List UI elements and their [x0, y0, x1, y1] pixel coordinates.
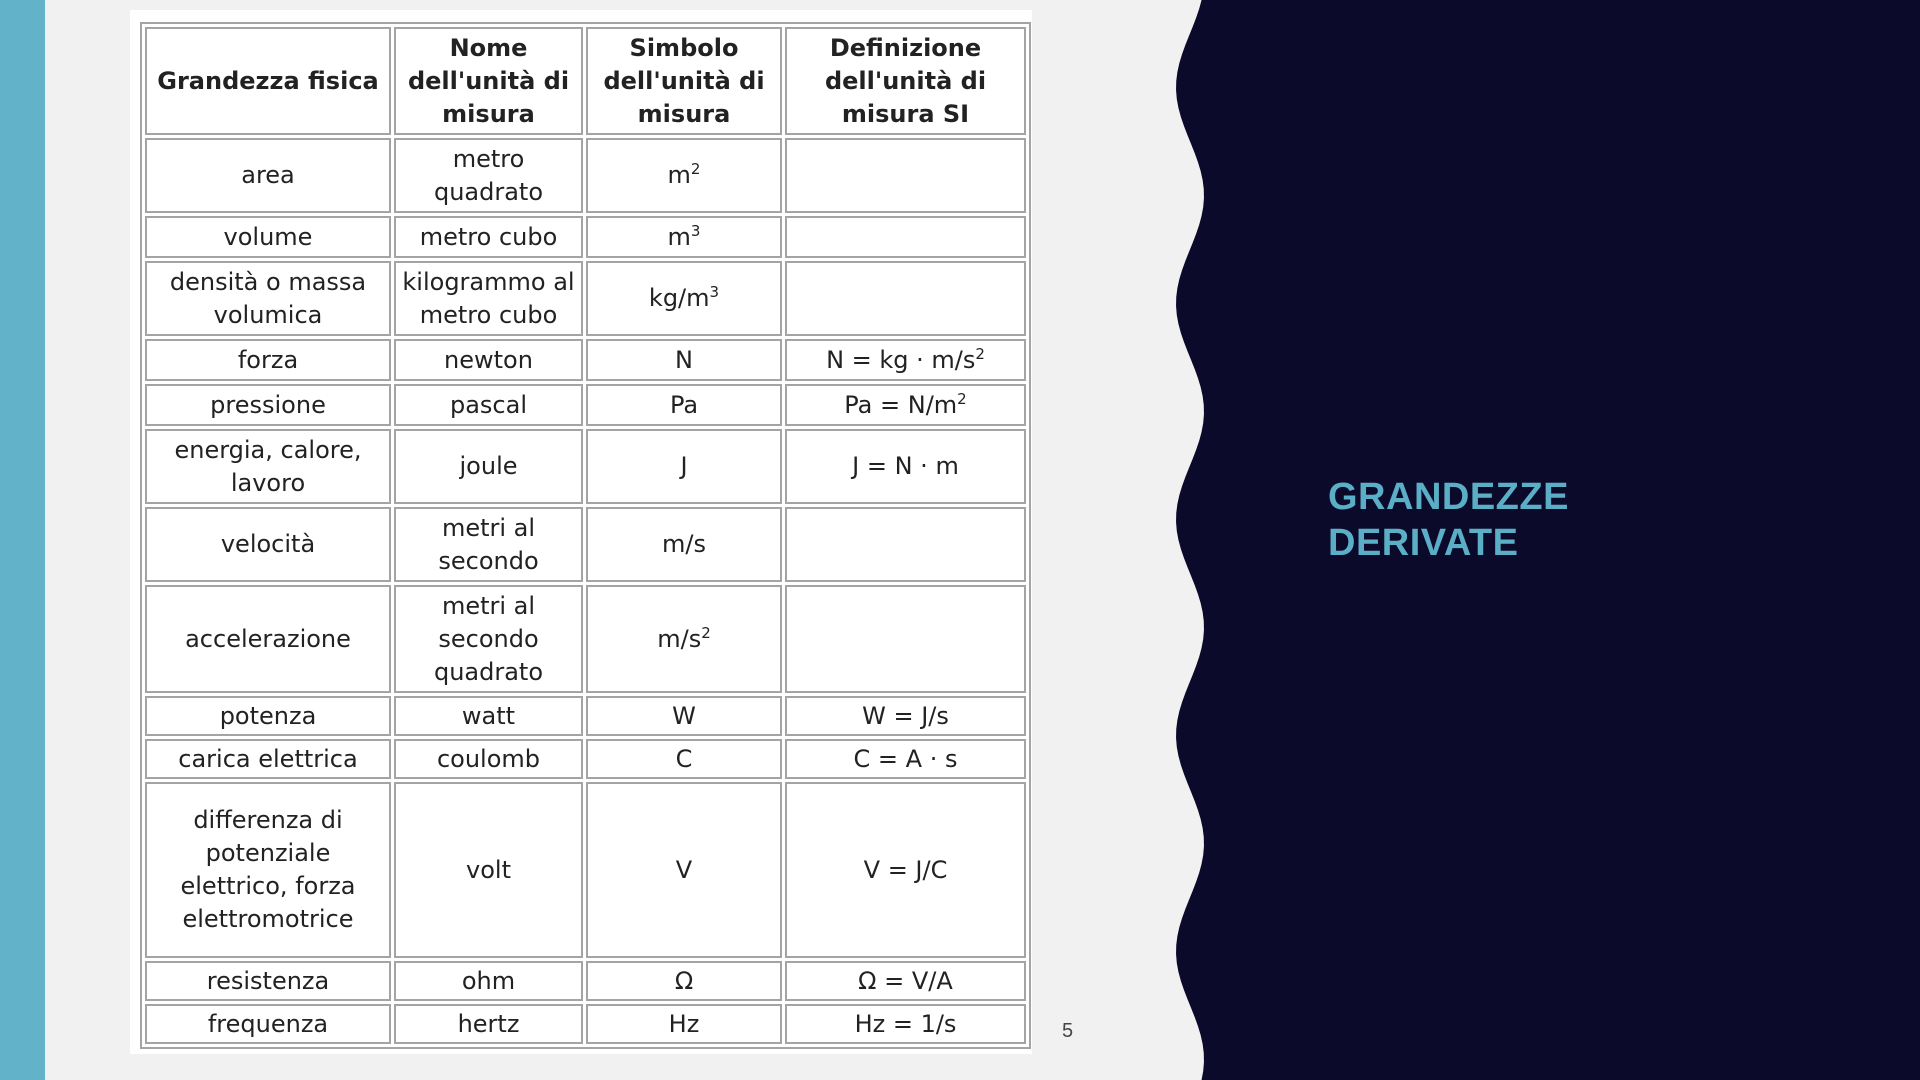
table-row	[145, 1004, 1026, 1044]
cell-nome-text: ohm	[461, 966, 516, 995]
cell-grandezza	[145, 261, 391, 336]
cell-simbolo-text: m	[667, 161, 691, 189]
cell-simbolo-text: V	[675, 855, 693, 884]
slide-title	[1328, 474, 1569, 566]
cell-grandezza	[145, 216, 391, 258]
cell-nome	[394, 782, 583, 958]
cell-nome	[394, 1004, 583, 1044]
cell-simbolo-text: J	[680, 452, 688, 480]
cell-grandezza	[145, 782, 391, 958]
table-row	[145, 739, 1026, 779]
cell-definizione-exponent: 2	[975, 344, 985, 363]
cell-simbolo	[586, 429, 782, 504]
cell-definizione	[785, 384, 1026, 426]
cell-definizione-text: J = N · m	[852, 452, 959, 480]
cell-nome	[394, 384, 583, 426]
cell-nome-text: pascal	[449, 390, 527, 419]
cell-nome-text: volt	[466, 855, 511, 884]
cell-simbolo	[586, 739, 782, 779]
cell-grandezza	[145, 429, 391, 504]
cell-nome	[394, 216, 583, 258]
table-row	[145, 961, 1026, 1001]
cell-grandezza-text: differenza di potenziale elettrico, forza elettromotrice	[180, 806, 356, 933]
table-row	[145, 507, 1026, 582]
cell-simbolo	[586, 261, 782, 336]
cell-simbolo-exponent: 3	[709, 283, 720, 301]
table-row	[145, 339, 1026, 381]
cell-definizione	[785, 961, 1026, 1001]
cell-simbolo-text: m/s	[662, 530, 706, 558]
table-row	[145, 429, 1026, 504]
cell-definizione	[785, 429, 1026, 504]
cell-definizione	[785, 339, 1026, 381]
cell-simbolo	[586, 138, 782, 213]
cell-definizione	[785, 507, 1026, 582]
cell-simbolo-text: Hz	[668, 1009, 700, 1038]
cell-nome	[394, 138, 583, 213]
cell-definizione	[785, 138, 1026, 213]
cell-definizione-text: Pa = N/m	[844, 390, 958, 419]
table-row	[145, 782, 1026, 958]
table-row	[145, 384, 1026, 426]
cell-grandezza	[145, 739, 391, 779]
table-row	[145, 696, 1026, 736]
slide-title-line-1: GRANDEZZE	[1328, 476, 1569, 518]
cell-grandezza-text: forza	[237, 345, 299, 374]
cell-definizione	[785, 782, 1026, 958]
cell-grandezza-text: frequenza	[207, 1009, 329, 1038]
cell-nome-text: coulomb	[436, 744, 541, 773]
table-row	[145, 216, 1026, 258]
cell-grandezza-text: resistenza	[206, 966, 330, 995]
cell-simbolo-text: Pa	[669, 390, 699, 419]
cell-grandezza	[145, 384, 391, 426]
cell-simbolo	[586, 384, 782, 426]
cell-nome-text: watt	[461, 701, 516, 730]
header-grandezza: Grandezza fisica	[145, 27, 391, 135]
cell-nome	[394, 696, 583, 736]
header-definizione: Definizione dell'unità di misura SI	[785, 27, 1026, 135]
cell-definizione	[785, 696, 1026, 736]
units-table-container	[130, 10, 1032, 1054]
table-row	[145, 138, 1026, 213]
cell-simbolo	[586, 339, 782, 381]
table-row	[145, 585, 1026, 693]
cell-grandezza	[145, 339, 391, 381]
cell-grandezza-text: densità o massa volumica	[169, 267, 367, 329]
cell-nome	[394, 739, 583, 779]
slide-title-line-2: DERIVATE	[1328, 522, 1519, 564]
cell-simbolo-text: W	[672, 701, 696, 730]
cell-definizione-text: V = J/C	[863, 855, 948, 884]
cell-simbolo-text: N	[675, 345, 693, 374]
cell-nome-text: metri al secondo	[438, 513, 539, 575]
cell-grandezza	[145, 1004, 391, 1044]
cell-simbolo	[586, 216, 782, 258]
cell-simbolo	[586, 961, 782, 1001]
cell-definizione	[785, 216, 1026, 258]
cell-definizione	[785, 739, 1026, 779]
cell-grandezza-text: volume	[223, 222, 313, 251]
cell-grandezza-text: potenza	[219, 701, 317, 730]
cell-nome	[394, 585, 583, 693]
header-simbolo: Simbolo dell'unità di misura	[586, 27, 782, 135]
cell-simbolo	[586, 696, 782, 736]
cell-grandezza	[145, 696, 391, 736]
cell-definizione-text: C = A · s	[853, 744, 958, 773]
cell-nome	[394, 429, 583, 504]
cell-definizione-text: W = J/s	[862, 701, 949, 730]
cell-nome	[394, 507, 583, 582]
cell-nome	[394, 961, 583, 1001]
table-header-row	[145, 27, 1026, 135]
cell-simbolo	[586, 782, 782, 958]
cell-simbolo-text: m	[667, 222, 691, 251]
cell-nome-text: metri al secondo quadrato	[433, 591, 544, 686]
cell-nome-text: hertz	[457, 1009, 520, 1038]
cell-simbolo	[586, 1004, 782, 1044]
cell-grandezza-text: velocità	[220, 530, 316, 558]
cell-grandezza-text: energia, calore, lavoro	[174, 435, 362, 497]
header-nome: Nome dell'unità di misura	[394, 27, 583, 135]
cell-grandezza-text: area	[241, 161, 295, 189]
cell-grandezza	[145, 507, 391, 582]
cell-simbolo-exponent: 3	[690, 221, 701, 240]
cell-definizione-text: Ω = V/A	[858, 966, 953, 995]
cell-nome	[394, 339, 583, 381]
left-accent-bar	[0, 0, 45, 1080]
cell-simbolo	[586, 585, 782, 693]
cell-grandezza	[145, 961, 391, 1001]
page-number: 5	[1062, 1020, 1074, 1042]
cell-definizione	[785, 1004, 1026, 1044]
cell-nome-text: kilogrammo al metro cubo	[402, 267, 575, 329]
cell-nome-text: metro cubo	[419, 222, 558, 251]
cell-simbolo-text: Ω	[674, 966, 694, 995]
cell-definizione-text: N = kg · m/s	[826, 345, 976, 374]
cell-simbolo-exponent: 2	[690, 160, 701, 178]
cell-nome-text: newton	[444, 345, 533, 374]
cell-simbolo	[586, 507, 782, 582]
cell-definizione-text: Hz = 1/s	[854, 1009, 957, 1038]
cell-nome-text: joule	[459, 452, 518, 480]
cell-definizione	[785, 261, 1026, 336]
cell-grandezza-text: accelerazione	[185, 624, 351, 653]
cell-simbolo-text: m/s	[657, 624, 702, 653]
cell-simbolo-text: C	[675, 744, 693, 773]
cell-grandezza-text: pressione	[210, 390, 326, 419]
cell-definizione	[785, 585, 1026, 693]
cell-grandezza	[145, 585, 391, 693]
cell-definizione-exponent: 2	[957, 389, 967, 408]
table-row	[145, 261, 1026, 336]
cell-simbolo-text: kg/m	[648, 284, 710, 312]
cell-grandezza-text: carica elettrica	[178, 744, 358, 773]
cell-simbolo-exponent: 2	[701, 623, 711, 642]
cell-nome	[394, 261, 583, 336]
cell-grandezza	[145, 138, 391, 213]
cell-nome-text: metro quadrato	[433, 144, 544, 206]
derived-units-table	[140, 22, 1031, 1049]
